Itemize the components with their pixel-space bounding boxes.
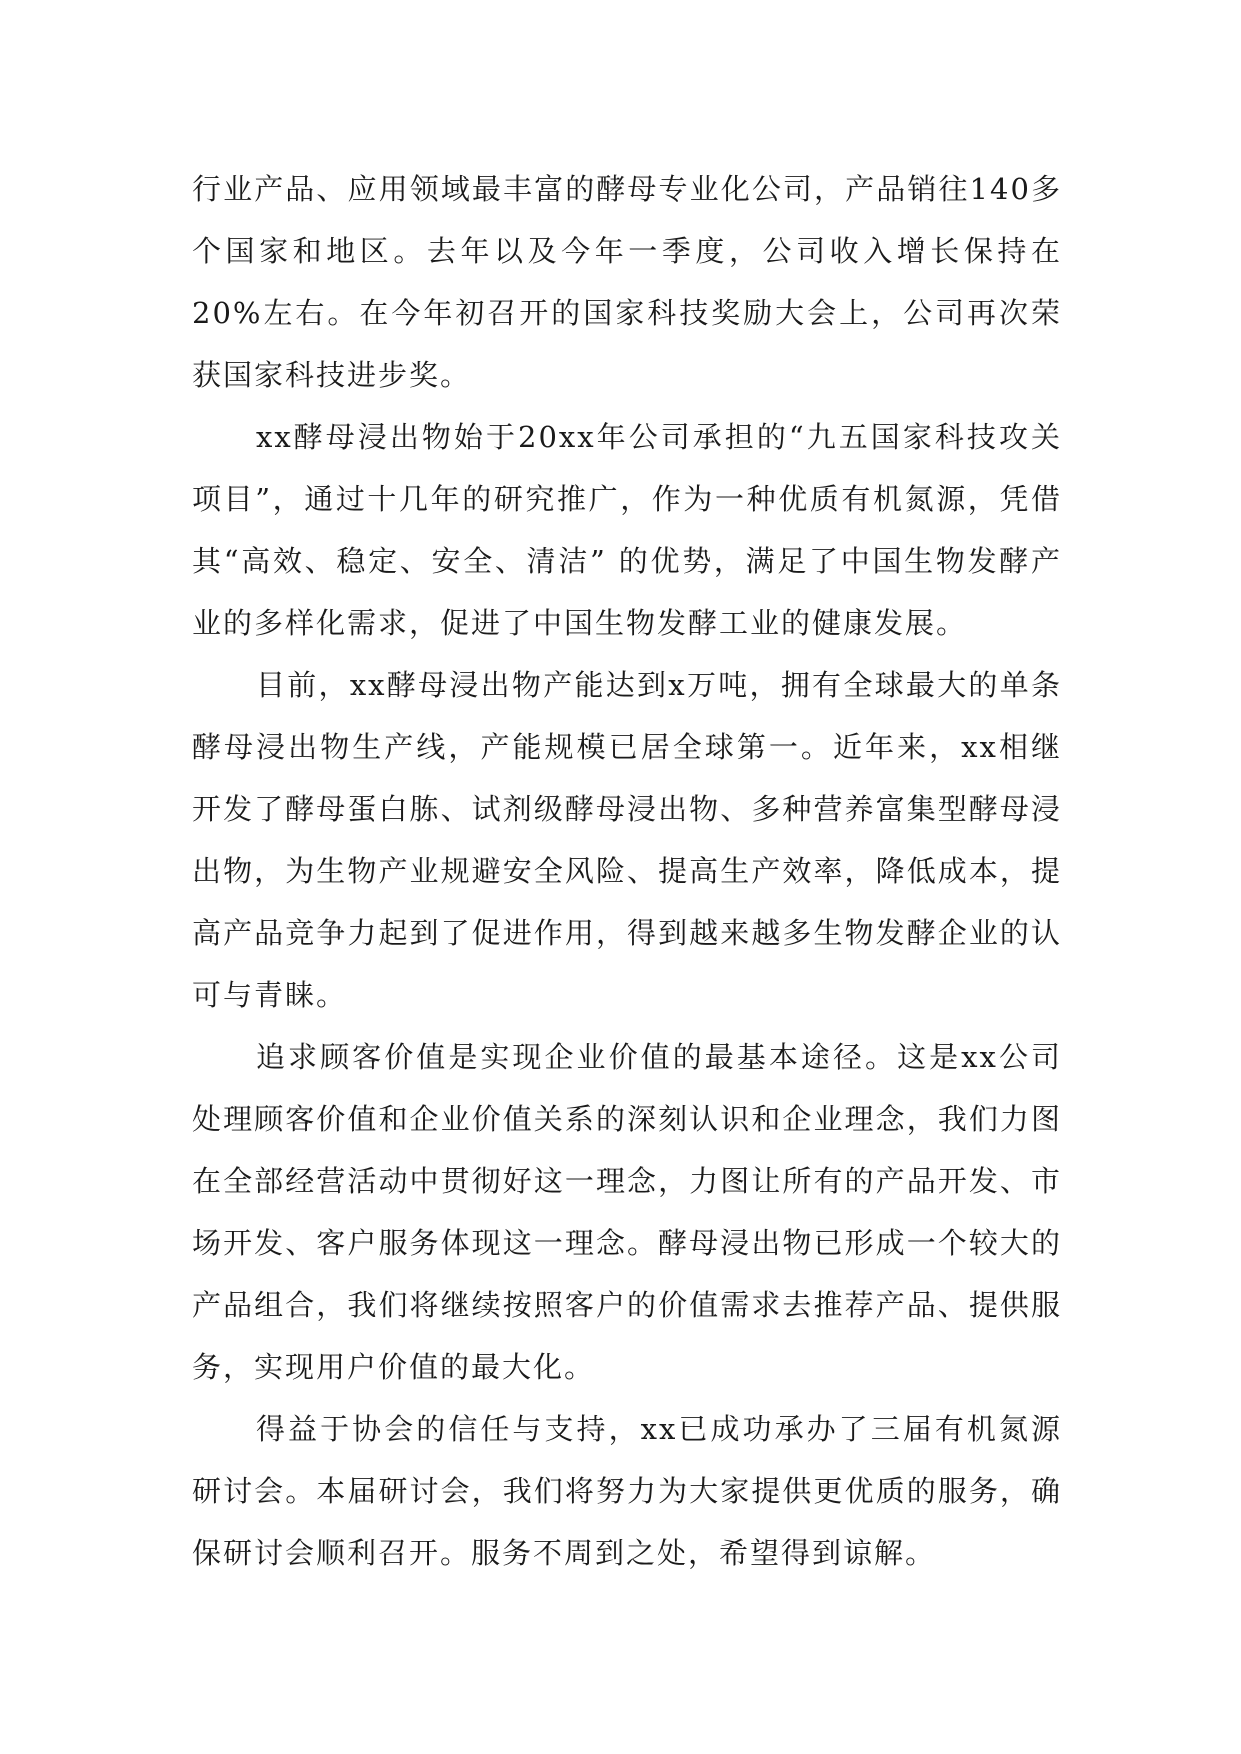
paragraph-4: 追求顾客价值是实现企业价值的最基本途径。这是xx公司处理顾客价值和企业价值关系的深刻认识和企业理念，我们力图在全部经营活动中贯彻好这一理念，力图让所有的产品开发、市场开发、客户服务体现这一理念。酵母浸出物已形成一个较大的产品组合，我们将继续按照客户的价值需求去推荐产品、提供服务，实现用户价值的最大化。 bbox=[192, 1040, 1062, 1384]
document-body bbox=[192, 158, 1062, 1584]
paragraph-2: xx酵母浸出物始于20xx年公司承担的“九五国家科技攻关项目”，通过十几年的研究推广，作为一种优质有机氮源，凭借其“高效、稳定、安全、清洁” 的优势，满足了中国生物发酵产业的多样化需求，促进了中国生物发酵工业的健康发展。 bbox=[192, 420, 1062, 640]
paragraph-1: 行业产品、应用领域最丰富的酵母专业化公司，产品销往140多个国家和地区。去年以及今年一季度，公司收入增长保持在20%左右。在今年初召开的国家科技奖励大会上，公司再次荣获国家科技进步奖。 bbox=[192, 172, 1062, 392]
paragraph-5: 得益于协会的信任与支持，xx已成功承办了三届有机氮源研讨会。本届研讨会，我们将努力为大家提供更优质的服务，确保研讨会顺利召开。服务不周到之处，希望得到谅解。 bbox=[192, 1412, 1062, 1570]
paragraph-3: 目前，xx酵母浸出物产能达到x万吨，拥有全球最大的单条酵母浸出物生产线，产能规模已居全球第一。近年来，xx相继开发了酵母蛋白胨、试剂级酵母浸出物、多种营养富集型酵母浸出物，为生物产业规避安全风险、提高生产效率，降低成本，提高产品竞争力起到了促进作用，得到越来越多生物发酵企业的认可与青睐。 bbox=[192, 668, 1062, 1012]
